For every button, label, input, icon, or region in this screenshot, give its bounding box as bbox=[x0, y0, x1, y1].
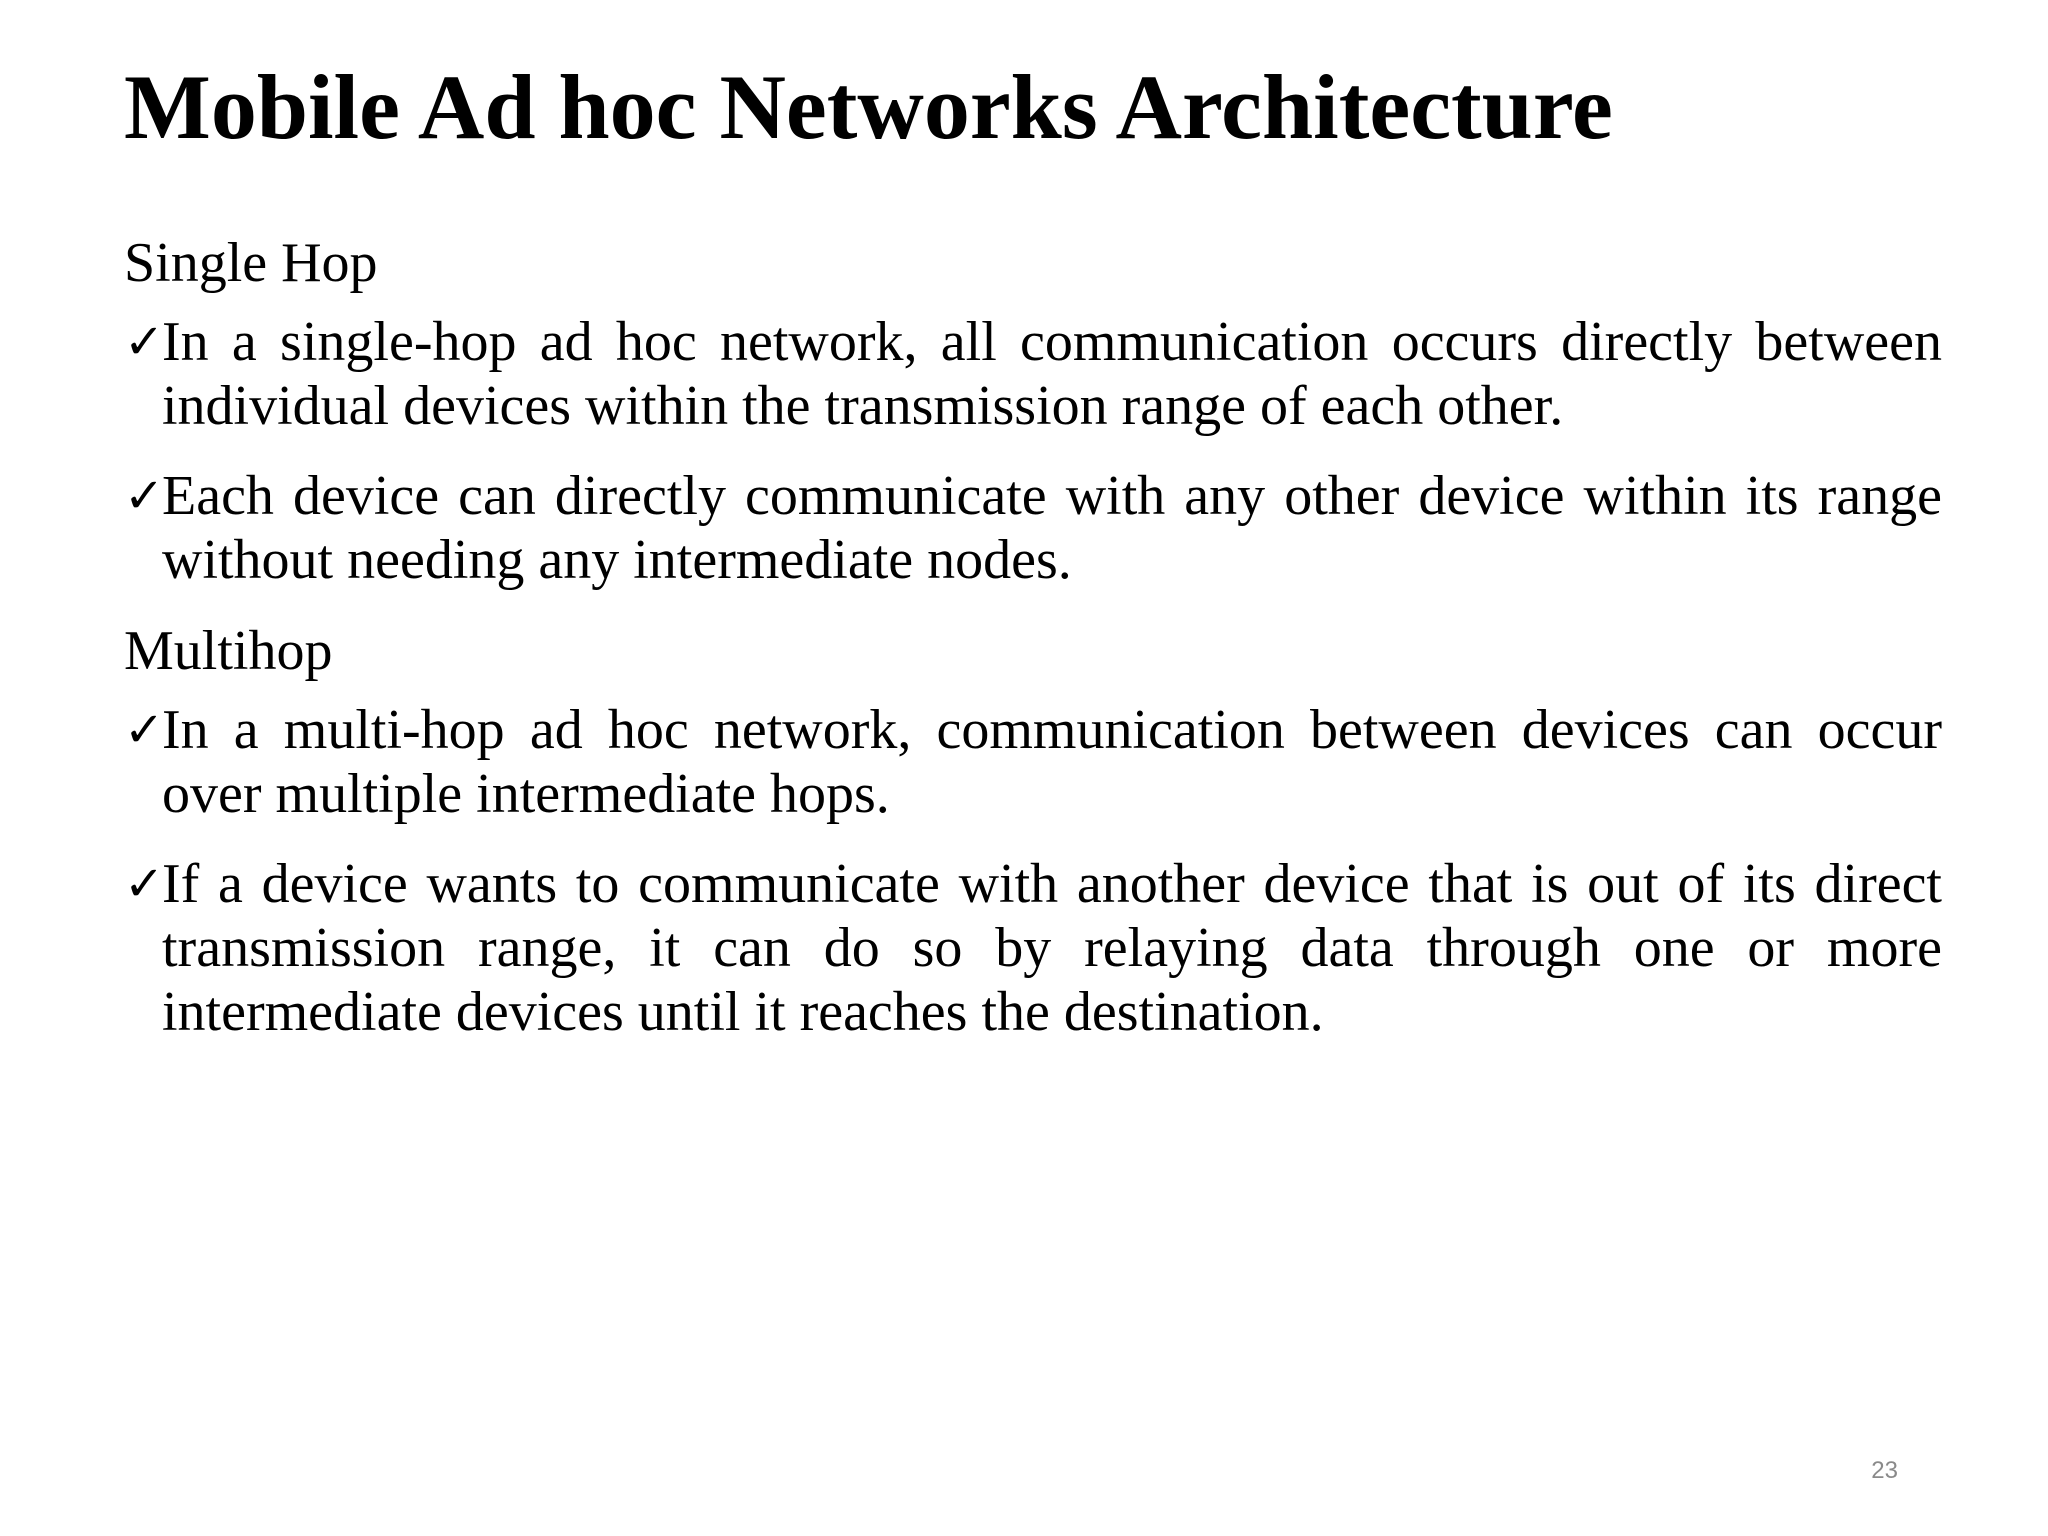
section-heading-single-hop: Single Hop bbox=[124, 232, 378, 294]
bullet-text: In a multi-hop ad hoc network, communication between devices can occur over multiple intermediate hops. bbox=[162, 699, 1942, 825]
bullet-text: In a single-hop ad hoc network, all communication occurs directly between individual devices within the transmission range of each other. bbox=[162, 311, 1942, 437]
slide-content bbox=[124, 230, 1942, 1070]
check-icon: ✓ bbox=[124, 702, 165, 758]
bullet-text: If a device wants to communicate with another device that is out of its direct transmission range, it can do so by relaying data through one or more intermediate devices until it reaches the destination. bbox=[162, 853, 1942, 1043]
slide-title: Mobile Ad hoc Networks Architecture bbox=[124, 56, 1613, 158]
page-number: 23 bbox=[1871, 1457, 1898, 1484]
check-icon: ✓ bbox=[124, 314, 165, 370]
bullet-item bbox=[124, 698, 1942, 826]
section-heading-multihop: Multihop bbox=[124, 620, 333, 682]
bullet-item bbox=[124, 310, 1942, 438]
check-icon: ✓ bbox=[124, 468, 165, 524]
bullet-item bbox=[124, 464, 1942, 592]
bullet-text: Each device can directly communicate with any other device within its range without needing any intermediate nodes. bbox=[162, 465, 1942, 591]
check-icon: ✓ bbox=[124, 856, 165, 912]
bullet-item bbox=[124, 852, 1942, 1044]
